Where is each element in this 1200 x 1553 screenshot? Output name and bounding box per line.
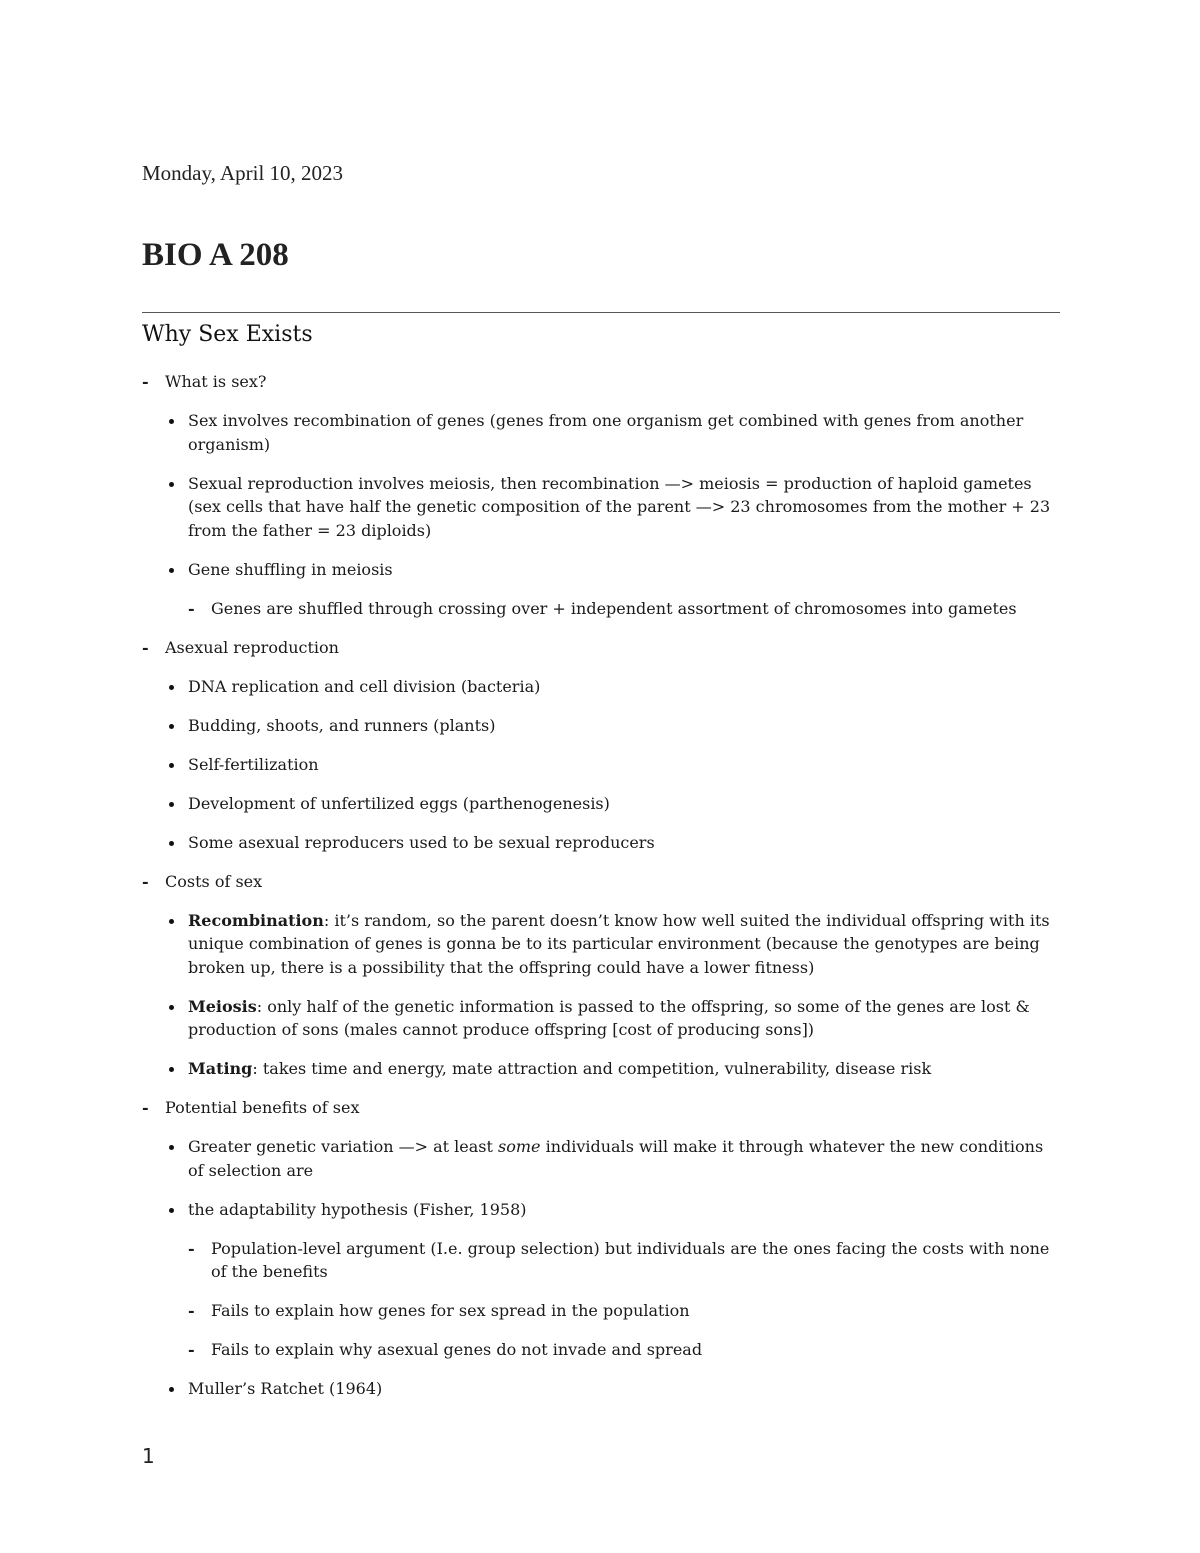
sub-item: - Population-level argument (I.e. group selection) but individuals are the ones facing the costs with none of the benefits [188,1237,1062,1284]
term-definition: : it’s random, so the parent doesn’t know how well suited the individual offspring with its unique combination of genes is gonna be to its particular environment (because the genotypes are being broken up, there is a possibility that the offspring could have a lower fitness) [188,910,1050,977]
term-definition: : takes time and energy, mate attraction and competition, vulnerability, disease risk [252,1059,932,1078]
bullet-item: Some asexual reproducers used to be sexual reproducers [165,831,1062,855]
bullet-item: Muller’s Ratchet (1964) [165,1377,1062,1401]
bullet-item: Self-fertilization [165,753,1062,777]
topic-benefits-of-sex [142,1096,1062,1401]
bullet-text: the adaptability hypothesis (Fisher, 1958) [188,1199,527,1219]
bullet-item [165,995,1062,1042]
bullet-list [165,909,1062,1081]
bullet-item: Development of unfertilized eggs (parthenogenesis) [165,792,1062,816]
sub-item: - Fails to explain how genes for sex spread in the population [188,1299,1062,1323]
topic-label: Asexual reproduction [165,637,339,657]
bullet-item: DNA replication and cell division (bacteria) [165,675,1062,699]
sub-list [188,597,1062,621]
section-heading: Why Sex Exists [142,322,313,347]
bullet-item [165,1135,1062,1182]
bullet-item [165,558,1062,621]
bullet-item: Sexual reproduction involves meiosis, then recombination —> meiosis = production of haploid gametes (sex cells that have half the genetic composition of the parent —> 23 chromosomes from the mother + 23 from the father = 23 diploids) [165,472,1062,543]
emphasis-text: some [498,1137,541,1156]
topic-costs-of-sex [142,870,1062,1081]
topic-asexual-reproduction [142,636,1062,855]
term-bold: Mating [188,1059,253,1078]
bullet-text: Gene shuffling in meiosis [188,559,393,579]
bullet-list [165,1135,1062,1401]
topic-what-is-sex [142,370,1062,620]
bullet-item [165,909,1062,980]
bullet-item [165,1198,1062,1362]
term-bold: Recombination [188,910,324,930]
notes-body [142,370,1062,1416]
term-bold: Meiosis [188,996,257,1016]
title-divider [142,312,1060,313]
sub-item: - Fails to explain why asexual genes do not invade and spread [188,1338,1062,1362]
page-number: 1 [142,1444,155,1468]
bullet-item: Sex involves recombination of genes (genes from one organism get combined with genes from another organism) [165,409,1062,456]
bullet-list [165,675,1062,855]
outline-list [142,370,1062,1401]
sub-item: - Genes are shuffled through crossing over + independent assortment of chromosomes into gametes [188,597,1062,621]
bullet-list [165,409,1062,620]
term-definition: : only half of the genetic information is passed to the offspring, so some of the genes are lost & production of sons (males cannot produce offspring [cost of producing sons]) [188,996,1030,1039]
document-title: BIO A 208 [142,237,289,273]
bullet-text: individuals will make it through whatever the new conditions of selection are [188,1137,1044,1180]
topic-label: Costs of sex [165,871,263,891]
bullet-text: Greater genetic variation —> at least [188,1137,498,1156]
bullet-item: Budding, shoots, and runners (plants) [165,714,1062,738]
note-date: Monday, April 10, 2023 [142,161,344,185]
sub-list [188,1237,1062,1362]
topic-label: Potential benefits of sex [165,1098,360,1117]
topic-label: What is sex? [165,372,267,391]
bullet-item [165,1057,1062,1081]
